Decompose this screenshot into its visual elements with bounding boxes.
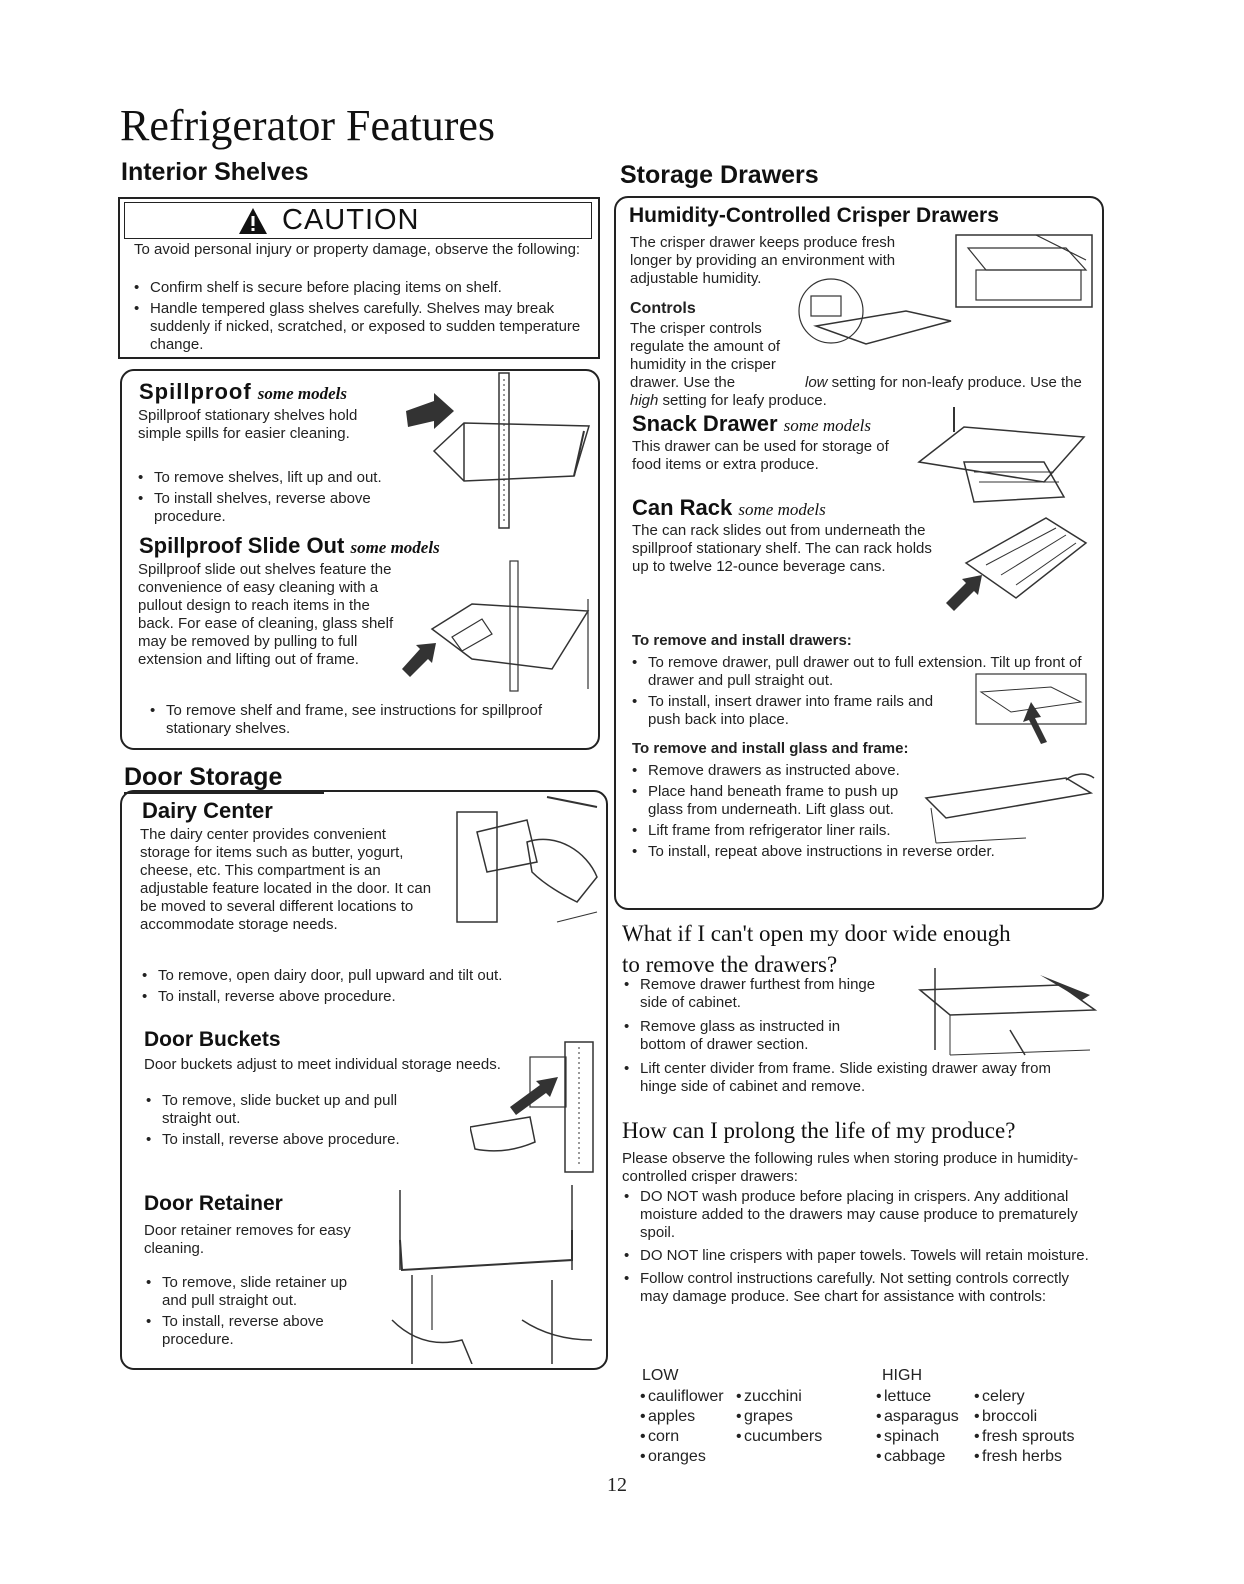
retainer-title: Door Retainer <box>144 1192 283 1215</box>
retainer-item: • To install, reverse above procedure. <box>142 1313 372 1349</box>
produce-item: • cabbage <box>872 1448 982 1466</box>
faq-produce-item: • DO NOT wash produce before placing in crispers. Any additional moisture added to the drawers may cause produce to prematurely spoil. <box>620 1188 1090 1242</box>
can-rack-title: Can Rack <box>632 495 733 520</box>
remove-glass-item: • Lift frame from refrigerator liner rails. <box>628 822 1088 840</box>
spillproof-qualifier: some models <box>257 384 348 403</box>
produce-item: • corn <box>636 1428 756 1446</box>
faq-door-item: • Lift center divider from frame. Slide existing drawer away from hinge side of cabinet and remove. <box>620 1060 1090 1096</box>
spillproof-title: Spillproof <box>139 379 252 404</box>
slide-out-list <box>146 702 566 741</box>
produce-item: • spinach <box>872 1428 982 1446</box>
faq-produce-item: • DO NOT line crispers with paper towels. Towels will retain moisture. <box>620 1247 1090 1265</box>
controls-text-3: setting for leafy produce. <box>658 392 827 409</box>
produce-item: • oranges <box>636 1448 756 1466</box>
dairy-list <box>138 967 598 1009</box>
glass-frame-illustration <box>916 768 1096 848</box>
slide-out-body: Spillproof slide out shelves feature the convenience of easy cleaning with a pullout design to reach items in the back. For ease of cleaning, glass shelf may be removed by pulling to full extension and lifting out of frame. <box>138 561 394 668</box>
spillproof-box <box>120 369 600 750</box>
snack-heading <box>632 411 871 437</box>
slide-out-title: Spillproof Slide Out <box>139 533 345 558</box>
controls-text-1: The crisper controls regulate the amount of humidity in the crisper drawer. Use the <box>630 320 781 391</box>
faq-produce-item: • Follow control instructions carefully. Not setting controls correctly may damage produce. See chart for assistance with controls: <box>620 1270 1090 1306</box>
retainer-body: Door retainer removes for easy cleaning. <box>144 1222 351 1257</box>
high-list-1 <box>872 1388 982 1468</box>
door-storage-heading: Door Storage <box>124 763 283 791</box>
high-list-2 <box>970 1388 1100 1468</box>
low-list-2 <box>732 1388 852 1448</box>
caution-title: CAUTION <box>282 204 420 236</box>
spillproof-body: Spillproof stationary shelves hold simple spills for easier cleaning. <box>138 407 358 442</box>
buckets-title: Door Buckets <box>144 1028 281 1051</box>
low-label: LOW <box>642 1367 679 1384</box>
produce-item: • fresh herbs <box>970 1448 1100 1466</box>
spillproof-shelf-illustration <box>404 371 594 531</box>
snack-qualifier: some models <box>783 416 872 435</box>
produce-item: • broccoli <box>970 1408 1100 1426</box>
produce-item: • grapes <box>732 1408 852 1426</box>
crisper-drawer-illustration <box>946 230 1096 310</box>
dairy-body: The dairy center provides convenient storage for items such as butter, yogurt, cheese, etc. This compartment is an adjustable feature located in the door. It can be moved to several different locations to accommodate storage needs. <box>140 826 432 933</box>
spillproof-heading <box>139 379 347 405</box>
spillproof-item: • To install shelves, reverse above procedure. <box>134 490 434 526</box>
controls-low: low <box>805 374 828 391</box>
caution-title-bar <box>124 202 592 239</box>
faq-produce-question: How can I prolong the life of my produce? <box>622 1118 1016 1143</box>
crisper-body: The crisper drawer keeps produce fresh longer by providing an environment with adjustable humidity. <box>630 234 896 287</box>
spillproof-list <box>134 469 434 529</box>
crisper-controls-illustration <box>796 276 956 351</box>
faq-door-question: What if I can't open my door wide enough to remove the drawers? <box>622 921 1011 977</box>
can-rack-qualifier: some models <box>738 500 826 519</box>
interior-shelves-heading: Interior Shelves <box>121 158 309 186</box>
produce-item: • apples <box>636 1408 756 1426</box>
page-number: 12 <box>607 1474 627 1496</box>
buckets-item: • To install, reverse above procedure. <box>142 1131 462 1149</box>
caution-list <box>130 279 586 357</box>
controls-text-2: setting for non-leafy produce. Use the <box>827 374 1082 391</box>
crisper-title: Humidity-Controlled Crisper Drawers <box>629 204 999 227</box>
caution-item: • Confirm shelf is secure before placing items on shelf. <box>130 279 586 297</box>
snack-body: This drawer can be used for storage of food items or extra produce. <box>632 438 889 473</box>
retainer-item: • To remove, slide retainer up and pull straight out. <box>142 1274 372 1310</box>
produce-item: • celery <box>970 1388 1100 1406</box>
slide-out-item: • To remove shelf and frame, see instructions for spillproof stationary shelves. <box>146 702 566 738</box>
remove-drawers-item: • To remove drawer, pull drawer out to full extension. Tilt up front of drawer and pull straight out. <box>628 654 1088 690</box>
slide-out-qualifier: some models <box>350 538 440 557</box>
buckets-item: • To remove, slide bucket up and pull straight out. <box>142 1092 432 1128</box>
storage-drawers-box <box>614 196 1104 910</box>
door-storage-box <box>120 790 608 1370</box>
remove-drawers-title: To remove and install drawers: <box>632 632 852 649</box>
caution-intro: To avoid personal injury or property damage, observe the following: <box>134 241 581 258</box>
snack-drawer-illustration <box>914 402 1094 512</box>
remove-glass-item: • To install, repeat above instructions in reverse order. <box>628 843 1088 861</box>
produce-item: • cauliflower <box>636 1388 756 1406</box>
remove-drawers-item: • To install, insert drawer into frame rails and push back into place. <box>628 693 968 729</box>
faq-door-item: • Remove glass as instructed in bottom of drawer section. <box>620 1018 890 1054</box>
snack-title: Snack Drawer <box>632 411 778 436</box>
page-title: Refrigerator Features <box>120 101 496 150</box>
faq-door-item: • Remove drawer furthest from hinge side of cabinet. <box>620 976 880 1012</box>
controls-high: high <box>630 392 659 409</box>
produce-item: • cucumbers <box>732 1428 852 1446</box>
produce-item: • zucchini <box>732 1388 852 1406</box>
retainer-list <box>142 1274 372 1352</box>
dairy-title: Dairy Center <box>142 798 273 823</box>
buckets-list <box>142 1092 462 1152</box>
drawer-rail-illustration <box>971 672 1096 746</box>
buckets-body: Door buckets adjust to meet individual storage needs. <box>144 1056 501 1073</box>
remove-glass-item: • Remove drawers as instructed above. <box>628 762 1088 780</box>
dairy-center-illustration <box>447 792 602 932</box>
dairy-item: • To install, reverse above procedure. <box>138 988 598 1006</box>
can-rack-body: The can rack slides out from underneath the spillproof stationary shelf. The can rack holds up to twelve 12-ounce beverage cans. <box>632 522 932 575</box>
faq-produce-list <box>620 1188 1090 1309</box>
warning-icon <box>238 207 268 235</box>
spillproof-item: • To remove shelves, lift up and out. <box>134 469 434 487</box>
can-rack-heading <box>632 495 826 521</box>
controls-label: Controls <box>630 300 696 317</box>
door-bucket-illustration <box>470 1037 600 1175</box>
storage-drawers-heading: Storage Drawers <box>620 161 819 189</box>
produce-item: • asparagus <box>872 1408 982 1426</box>
faq-produce-intro: Please observe the following rules when storing produce in humidity-controlled crisper drawers: <box>622 1150 1079 1185</box>
door-retainer-illustration <box>372 1180 598 1364</box>
drawer-divider-illustration <box>910 960 1100 1060</box>
caution-item: • Handle tempered glass shelves carefully. Shelves may break suddenly if nicked, scratched, or exposed to sudden temperature change. <box>130 300 586 354</box>
dairy-item: • To remove, open dairy door, pull upward and tilt out. <box>138 967 598 985</box>
remove-glass-title: To remove and install glass and frame: <box>632 740 909 757</box>
can-rack-illustration <box>946 503 1096 613</box>
slide-out-shelf-illustration <box>402 559 594 694</box>
caution-box <box>118 197 600 359</box>
produce-item: • lettuce <box>872 1388 982 1406</box>
produce-item: • fresh sprouts <box>970 1428 1100 1446</box>
slide-out-heading <box>139 533 440 559</box>
high-label: HIGH <box>882 1367 922 1384</box>
remove-glass-item: • Place hand beneath frame to push up glass from underneath. Lift glass out. <box>628 783 918 819</box>
